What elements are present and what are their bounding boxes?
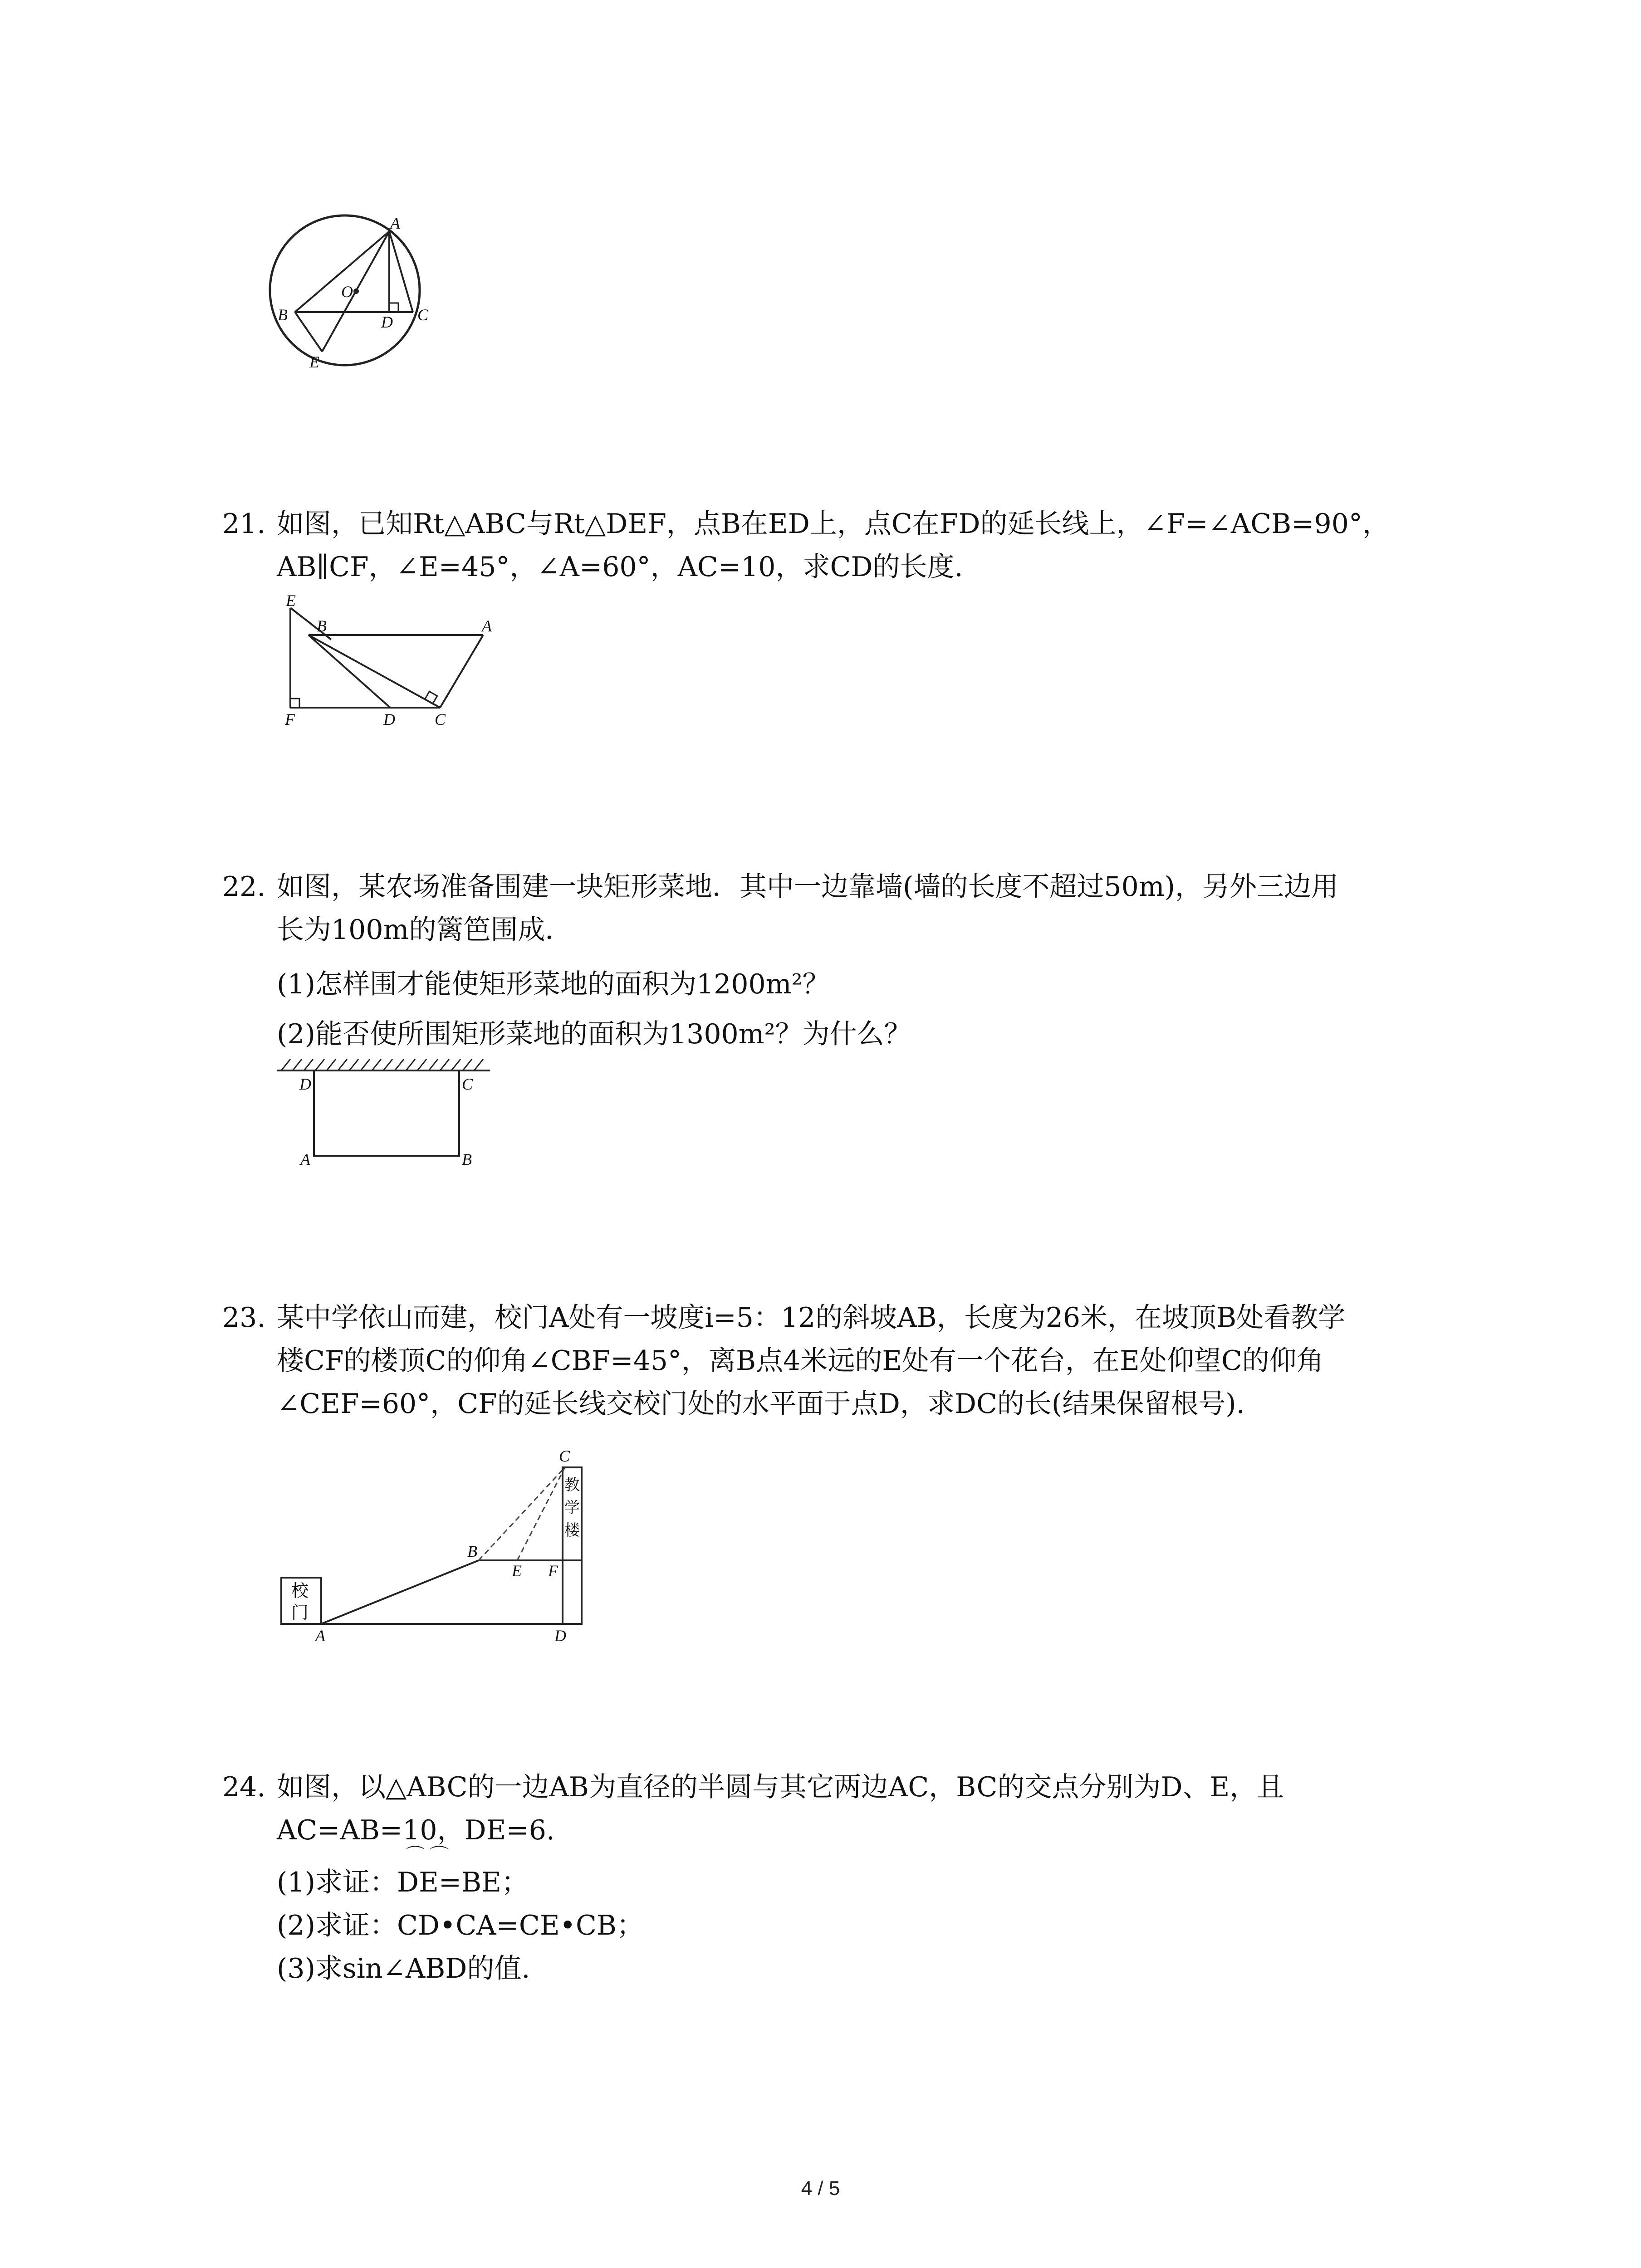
q23-figure [272, 1429, 599, 1647]
label-b: B [317, 617, 327, 635]
label-f: F [285, 710, 295, 728]
question-text: AB∥CF，∠E=45°，∠A=60°，AC=10，求CD的长度. [277, 551, 963, 583]
subquestion-2: (2)能否使所围矩形菜地的面积为1300m²？为什么？ [277, 1018, 911, 1050]
question-text: AC=AB=10，DE=6. [277, 1814, 555, 1846]
gate-char-2: 门 [291, 1603, 309, 1623]
subquestion-1: (1)怎样围才能使矩形菜地的面积为1200m²？ [277, 968, 830, 1000]
label-c: C [435, 710, 446, 728]
page-number: 4 / 5 [801, 2177, 840, 2200]
arc-marks: ⌒ ⌒ [406, 1845, 448, 1866]
question-number: 22. [222, 871, 266, 903]
gate-char-1: 校 [291, 1581, 309, 1601]
subquestion-3: (3)求sin∠ABD的值. [277, 1953, 530, 1984]
q21-figure [272, 590, 508, 735]
label-e: E [286, 591, 296, 610]
question-text: 如图，以△ABC的一边AB为直径的半圆与其它两边AC，BC的交点分别为D、E，且 [277, 1771, 1284, 1803]
subquestion-2: (2)求证：CD•CA=CE•CB； [277, 1910, 644, 1941]
question-text: 某中学依山而建，校门A处有一坡度i=5：12的斜坡AB，长度为26米，在坡顶B处看教学 [277, 1302, 1346, 1334]
question-text: 楼CF的楼顶C的仰角∠CBF=45°，离B点4米远的E处有一个花台，在E处仰望C的仰角 [277, 1345, 1324, 1377]
subquestion-1: (1)求证：DE=BE； [277, 1867, 529, 1898]
wall-hatching [281, 1059, 483, 1070]
label-d: D [383, 710, 395, 728]
label-d: D [299, 1075, 311, 1093]
building-char-3: 楼 [564, 1521, 580, 1540]
label-d: D [554, 1627, 566, 1645]
question-text: 如图，某农场准备围建一块矩形菜地．其中一边靠墙(墙的长度不超过50m)，另外三边用 [277, 871, 1339, 903]
label-c: C [462, 1075, 473, 1093]
slope-ab [321, 1560, 479, 1624]
label-d: D [381, 313, 393, 331]
question-text: 长为100m的篱笆围成． [277, 914, 573, 946]
building-char-2: 学 [564, 1499, 580, 1517]
label-e: E [512, 1562, 522, 1580]
label-e: E [309, 353, 319, 371]
label-o: O [341, 283, 353, 301]
label-b: B [278, 306, 288, 324]
question-text: 如图，已知Rt△ABC与Rt△DEF，点B在ED上，点C在FD的延长线上，∠F=∠ACB=90°， [277, 508, 1390, 540]
label-f: F [548, 1562, 558, 1580]
label-a: A [300, 1150, 310, 1168]
label-c: C [417, 306, 429, 324]
q22-figure [272, 1057, 499, 1175]
label-a: A [482, 617, 492, 635]
building-char-1: 教 [564, 1476, 580, 1494]
label-b: B [467, 1542, 477, 1560]
label-a: A [315, 1627, 325, 1645]
label-b: B [462, 1150, 472, 1168]
question-text: ∠CEF=60°，CF的延长线交校门处的水平面于点D，求DC的长(结果保留根号). [277, 1388, 1245, 1420]
question-number: 23. [222, 1302, 266, 1334]
label-c: C [559, 1447, 570, 1465]
label-a: A [390, 214, 400, 232]
q20-figure [254, 213, 463, 376]
rectangle-abcd [314, 1070, 459, 1156]
question-number: 21. [222, 508, 266, 540]
question-number: 24. [222, 1771, 266, 1803]
